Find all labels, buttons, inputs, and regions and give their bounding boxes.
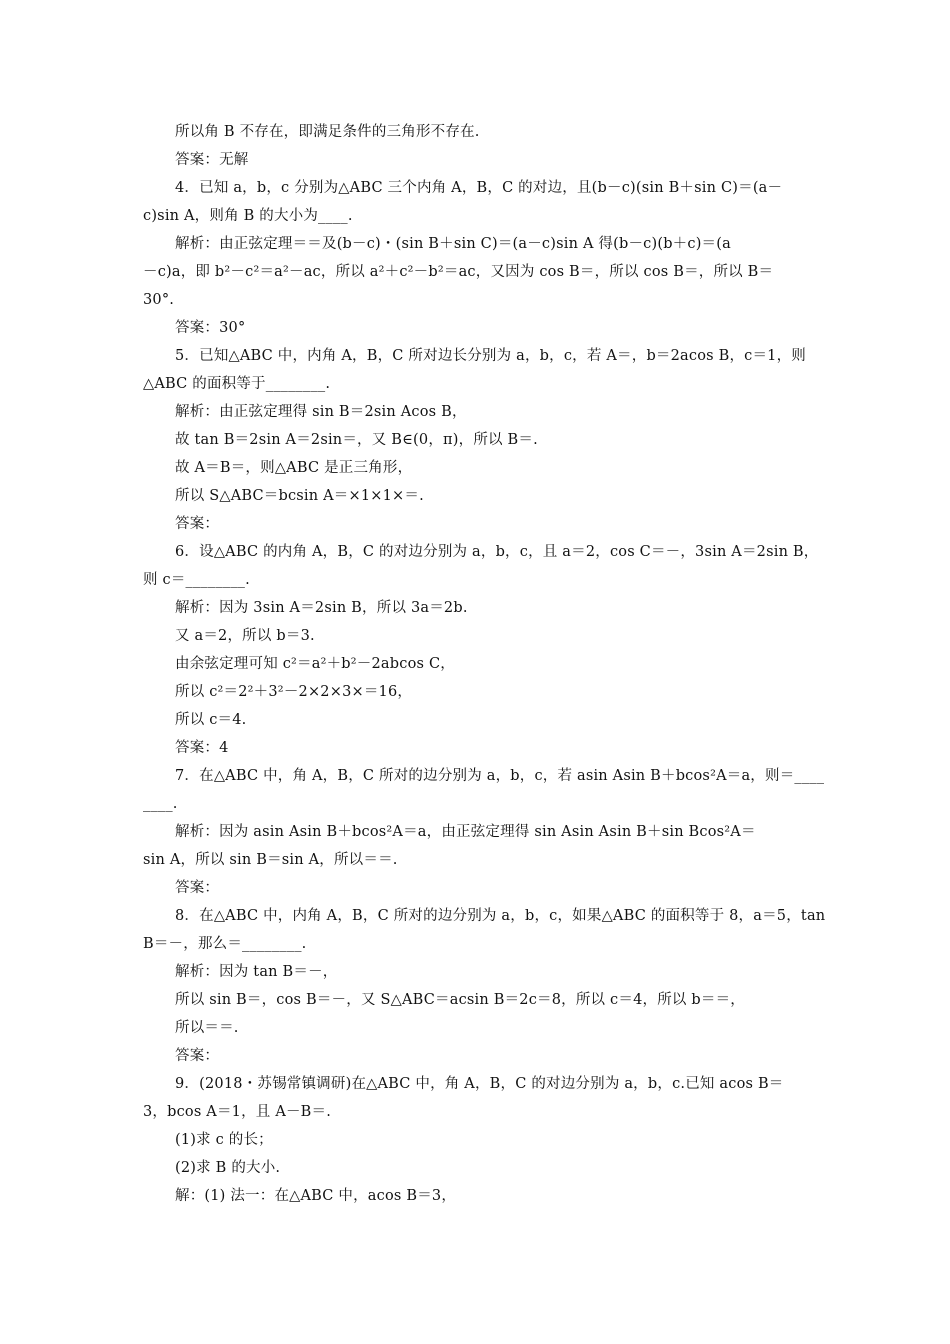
text-line: 所以 c＝4. <box>175 712 247 728</box>
text-line: B＝－，那么＝________. <box>143 936 307 952</box>
solution-line: 解析：因为 asin Asin B＋bcos²A＝a，由正弦定理得 sin Asin Asin B＋sin Bcos²A＝ <box>175 824 756 840</box>
solution-line: 解：(1) 法一：在△ABC 中，acos B＝3， <box>175 1188 457 1204</box>
problem-4: 4．已知 a，b，c 分别为△ABC 三个内角 A，B，C 的对边，且(b－c)(sin B＋sin C)＝(a－ <box>175 180 783 196</box>
text-line: sin A，所以 sin B＝sin A，所以＝＝. <box>143 852 398 868</box>
text-line: 所以角 B 不存在，即满足条件的三角形不存在. <box>175 124 480 140</box>
problem-5: 5．已知△ABC 中，内角 A，B，C 所对边长分别为 a，b，c，若 A＝，b＝2acos B，c＝1，则 <box>175 348 807 364</box>
answer-line: 答案： <box>175 880 220 896</box>
text-line: 3，bcos A＝1，且 A－B＝. <box>143 1104 332 1120</box>
text-line: c)sin A，则角 B 的大小为____. <box>143 208 353 224</box>
problem-7: 7．在△ABC 中，角 A，B，C 所对的边分别为 a，b，c，若 asin Asin B＋bcos²A＝a，则＝____ <box>175 768 825 784</box>
sub-question-2: (2)求 B 的大小. <box>175 1160 281 1176</box>
text-line: △ABC 的面积等于________. <box>143 376 331 392</box>
text-line: －c)a，即 b²－c²＝a²－ac，所以 a²＋c²－b²＝ac，又因为 cos B＝，所以 cos B＝，所以 B＝ <box>143 264 774 280</box>
text-line: 所以 S△ABC＝bcsin A＝×1×1×＝. <box>175 488 424 504</box>
answer-line: 答案：30° <box>175 320 246 336</box>
text-line: 所以 c²＝2²＋3²－2×2×3×＝16， <box>175 684 413 700</box>
text-line: 故 tan B＝2sin A＝2sin＝，又 B∈(0，π)，所以 B＝. <box>175 432 538 448</box>
problem-8: 8．在△ABC 中，内角 A，B，C 所对的边分别为 a，b，c，如果△ABC 的面积等于 8，a＝5，tan <box>175 908 826 924</box>
solution-line: 解析：由正弦定理得 sin B＝2sin Acos B， <box>175 404 467 420</box>
text-line: 所以 sin B＝，cos B＝－，又 S△ABC＝acsin B＝2c＝8，所以 c＝4，所以 b＝＝， <box>175 992 745 1008</box>
text-line: 所以＝＝. <box>175 1020 239 1036</box>
answer-line: 答案：4 <box>175 740 229 756</box>
solution-line: 解析：因为 3sin A＝2sin B，所以 3a＝2b. <box>175 600 468 616</box>
solution-line: 解析：因为 tan B＝－， <box>175 964 338 980</box>
text-line: 故 A＝B＝，则△ABC 是正三角形， <box>175 460 413 476</box>
problem-6: 6．设△ABC 的内角 A，B，C 的对边分别为 a，b，c，且 a＝2，cos C＝－，3sin A＝2sin B， <box>175 544 819 560</box>
text-line: 30°. <box>143 292 175 308</box>
sub-question-1: (1)求 c 的长； <box>175 1132 273 1148</box>
answer-line: 答案：无解 <box>175 152 249 168</box>
text-line: 则 c＝________. <box>143 572 250 588</box>
solution-line: 解析：由正弦定理＝＝及(b－c)・(sin B＋sin C)＝(a－c)sin A 得(b－c)(b＋c)＝(a <box>175 236 731 252</box>
problem-9: 9．(2018・苏锡常镇调研)在△ABC 中，角 A，B，C 的对边分别为 a，b，c.已知 acos B＝ <box>175 1076 784 1092</box>
answer-line: 答案： <box>175 516 220 532</box>
text-line: 又 a＝2，所以 b＝3. <box>175 628 315 644</box>
text-line: ____. <box>143 796 178 812</box>
answer-line: 答案： <box>175 1048 220 1064</box>
text-line: 由余弦定理可知 c²＝a²＋b²－2abcos C， <box>175 656 455 672</box>
